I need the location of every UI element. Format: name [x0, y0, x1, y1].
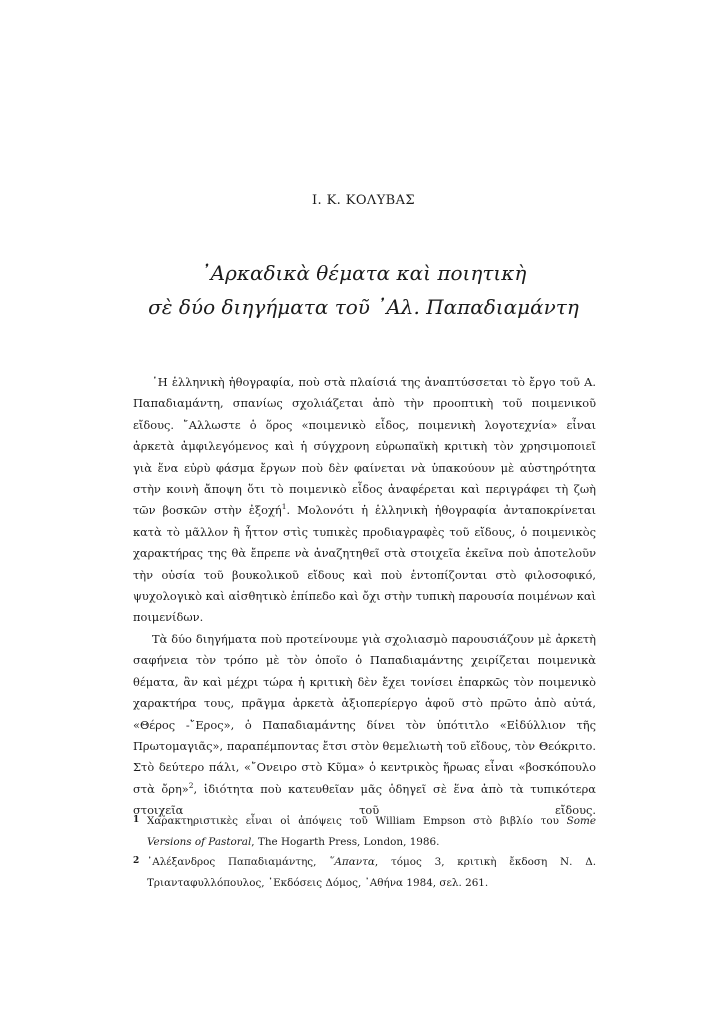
footnote-2-before: ᾿Αλέξανδρος Παπαδιαμάντης, [147, 856, 330, 868]
paragraph-1-text: ῾Η ἑλληνικὴ ἠθογραφία, ποὺ στὰ πλαίσιά της ἀναπτύσσεται τὸ ἔργο τοῦ Α. Παπαδιαμάντη, σπανίως σχολιάζεται ἀπὸ τὴν προοπτικὴ τοῦ ποιμενικοῦ εἴδους. ῎Αλλωστε ὁ ὅρος «ποιμενικὸ εἶδος, ποιμενικὴ λογοτεχνία» εἶναι ἀρκετὰ ἀμφιλεγόμενος καὶ ἡ σύγχρονη εὐρωπαϊκὴ κριτικὴ τὸν χρησιμοποιεῖ γιὰ ἕνα εὐρὺ φάσμα ἔργων ποὺ δὲν φαίνεται νὰ ὑπακούουν μὲ αὐστηρότητα στὴν κοινὴ ἄποψη ὅτι τὸ ποιμενικὸ εἶδος ἀναφέρεται καὶ περιγράφει τὴ ζωὴ τῶν βοσκῶν στὴν ἐξοχή [133, 375, 596, 518]
footnote-2-after: , τόμος 3, κριτικὴ ἔκδοση Ν. Δ. Τριανταφυλλόπουλος, ᾿Εκδόσεις Δόμος, ᾿Αθήνα 1984, σελ. 261. [147, 856, 596, 889]
footnote-mark-2: 2 [133, 856, 140, 866]
footnote-1-after: , The Hogarth Press, London, 1986. [251, 835, 440, 848]
footnote-1 [133, 811, 596, 852]
title-line-2: σὲ δύο διηγήματα τοῦ ᾿Αλ. Παπαδιαμάντη [148, 295, 579, 319]
footnote-2 [133, 852, 596, 893]
footnote-ref-2[interactable]: 2 [188, 780, 194, 790]
paragraph-1 [133, 372, 596, 629]
paragraph-2-text: Τὰ δύο διηγήματα ποὺ προτείνουμε γιὰ σχολιασμὸ παρουσιάζουν μὲ ἀρκετὴ σαφήνεια τὸν τρόπο μὲ τὸν ὁποῖο ὁ Παπαδιαμάντης χειρίζεται ποιμενικὰ θέματα, ἂν καὶ μέχρι τώρα ἡ κριτικὴ δὲν ἔχει τονίσει ἐπαρκῶς τὸν ποιμενικὸ χαρακτήρα τους, πρᾶγμα ἀρκετὰ ἀξιοπερίεργο ἀφοῦ στὸ πρῶτο ἀπὸ αὐτά, «Θέρος -῎Ερος», ὁ Παπαδιαμάντης δίνει τὸν ὑπότιτλο «Εἰδύλλιον τῆς Πρωτομαγιᾶς», παραπέμποντας ἔτσι στὸν θεμελιωτὴ τοῦ εἴδους, τὸν Θεόκριτο. Στὸ δεύτερο πάλι, «῎Ονειρο στὸ Κῦμα» ὁ κεντρικὸς ἥρωας εἶναι «βοσκόπουλο στὰ ὄρη» [133, 631, 596, 796]
paragraph-1-text-after: . Μολονότι ἡ ἑλληνικὴ ἠθογραφία ἀνταποκρίνεται κατὰ τὸ μᾶλλον ἢ ἧττον στὶς τυπικὲς προδιαγραφὲς τοῦ εἴδους, ὁ ποιμενικὸς χαρακτήρας της θὰ ἔπρεπε νὰ ἀναζητηθεῖ στὰ στοιχεῖα ἐκεῖνα ποὺ ἀποτελοῦν τὴν οὐσία τοῦ βουκολικοῦ εἴδους καὶ ποὺ ἐντοπίζονται στὸ φιλοσοφικό, ψυχολογικὸ καὶ αἰσθητικὸ ἐπίπεδο καὶ ὄχι στὴν τυπικὴ παρουσία ποιμένων καὶ ποιμενίδων. [133, 503, 596, 625]
paragraph-2 [133, 629, 596, 822]
paragraph-2-text-after: , ἰδιότητα ποὺ κατευθεῖαν μᾶς ὁδηγεῖ σὲ ἕνα ἀπὸ τὰ τυπικότερα στοιχεῖα τοῦ εἴδους. [133, 781, 596, 818]
footnote-mark-1: 1 [133, 815, 140, 825]
author-name: Ι. Κ. ΚΟΛΥΒΑΣ [311, 193, 416, 208]
article-title [0, 256, 727, 324]
footnote-1-book-title: Some Versions of Pastoral [147, 815, 596, 848]
footnote-2-book-title: ῞Απαντα [329, 856, 375, 868]
footnote-ref-1[interactable]: 1 [281, 502, 287, 512]
footnotes [133, 811, 596, 893]
footnote-1-before: Χαρακτηριστικὲς εἶναι οἱ ἀπόψεις τοῦ William Empson στὸ βιβλίο του [147, 815, 567, 827]
title-line-1: ᾿Αρκαδικὰ θέματα καὶ ποιητικὴ [200, 261, 527, 285]
body-text [133, 372, 596, 822]
